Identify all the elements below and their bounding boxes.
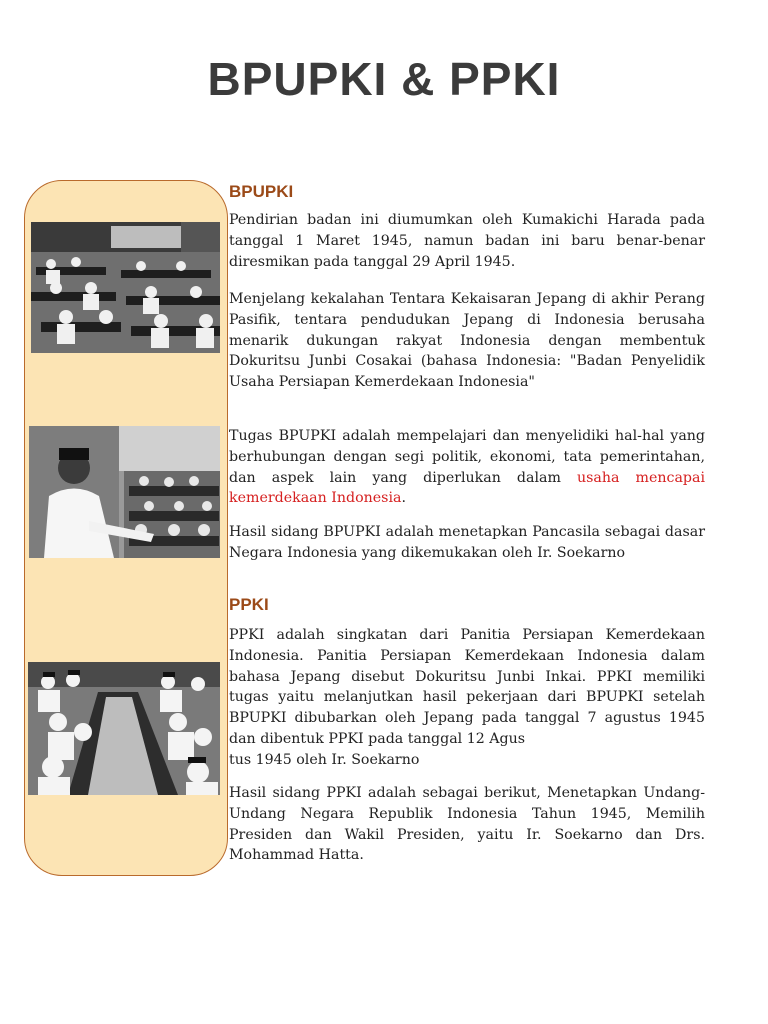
ppki-paragraph-result: Hasil sidang PPKI adalah sebagai berikut, Menetapkan Undang-Undang Negara Republik Indonesia Tahun 1945, Memilih Presiden dan Wakil Presiden, yaitu Ir. Soekarno dan Drs. Mohammad Hatta. <box>229 785 705 864</box>
section-heading-bpupki: BPUPKI <box>229 182 294 201</box>
duties-period: . <box>401 490 406 507</box>
duties-text: Tugas BPUPKI adalah mempelajari dan menyelidiki hal-hal yang berhubungan dengan segi politik, ekonomi, tata pemerintahan, dan aspek lain yang diperlukan dalam <box>229 428 705 486</box>
committee-table-photo <box>28 662 220 795</box>
ppki-definition-tail: tus 1945 oleh Ir. Soekarno <box>229 751 420 768</box>
ppki-paragraph-definition <box>229 625 705 771</box>
bpupki-paragraph-result: Hasil sidang BPUPKI adalah menetapkan Pancasila sebagai dasar Negara Indonesia yang dikemukakan oleh Ir. Soekarno <box>229 524 705 561</box>
independence-link-text: usaha mencapai kemerdekaan Indonesia <box>229 469 706 507</box>
bpupki-paragraph-founding: Pendirian badan ini diumumkan oleh Kumakichi Harada pada tanggal 1 Maret 1945, namun badan ini baru benar-benar diresmikan pada tanggal 29 April 1945. <box>229 212 705 270</box>
section-heading-ppki: PPKI <box>229 595 269 614</box>
page-title: BPUPKI & PPKI <box>207 53 561 105</box>
meeting-hall-photo <box>31 222 220 353</box>
bpupki-paragraph-background: Menjelang kekalahan Tentara Kekaisaran Jepang di akhir Perang Pasifik, tentara pendudukan Jepang di Indonesia berusaha menarik dukungan rakyat Indonesia dengan membentuk Dokuritsu Junbi Cosakai (bahasa Indonesia: "Badan Penyelidik Usaha Persiapan Kemerdekaan Indonesia" <box>229 291 705 391</box>
ppki-definition-main: PPKI adalah singkatan dari Panitia Persiapan Kemerdekaan Indonesia. Panitia Persiapan Kemerdekaan Indonesia dalam bahasa Jepang disebut Dokuritsu Junbi Inkai. PPKI memiliki tugas yaitu melanjutkan hasil pekerjaan dari BPUPKI setelah BPUPKI dibubarkan oleh Jepang pada tanggal 7 agustus 1945 dan dibentuk PPKI pada tanggal 12 Agus <box>229 627 705 747</box>
speaker-photo <box>29 426 220 558</box>
bpupki-paragraph-duties <box>229 426 705 509</box>
